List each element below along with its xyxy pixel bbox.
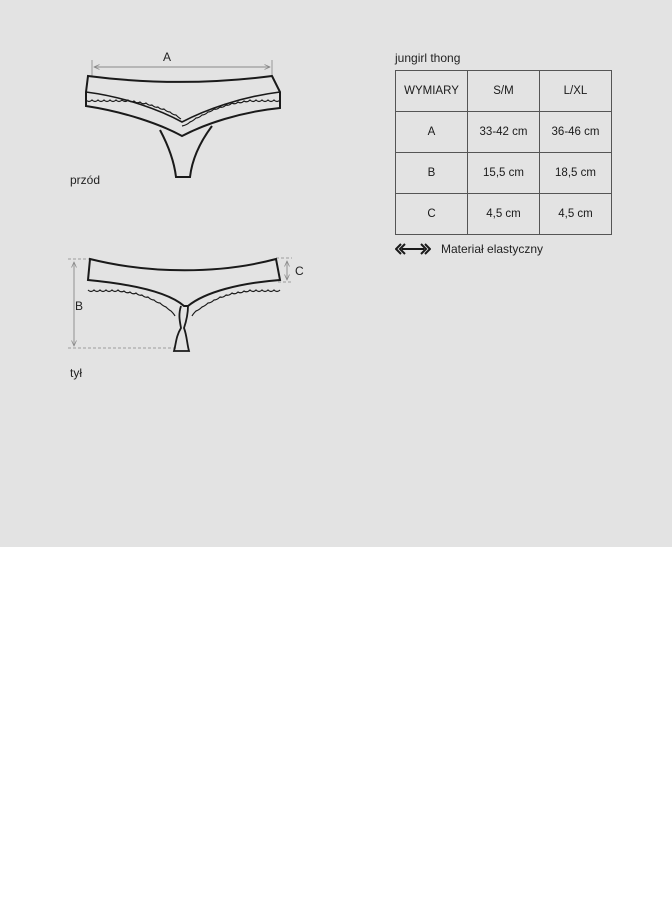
table-cell: 36-46 cm — [540, 112, 612, 153]
table-row — [396, 112, 612, 153]
legend-label: Materiał elastyczny — [441, 242, 544, 256]
table-cell: 18,5 cm — [540, 153, 612, 194]
legend — [395, 242, 543, 256]
table-cell: 15,5 cm — [468, 153, 540, 194]
table-header-cell: L/XL — [540, 71, 612, 112]
table-header-cell: WYMIARY — [396, 71, 468, 112]
back-view-drawing — [68, 258, 292, 351]
table-cell: C — [396, 194, 468, 235]
table-cell: 4,5 cm — [468, 194, 540, 235]
dimension-c-label: C — [295, 264, 304, 278]
back-view-label: tył — [70, 366, 82, 380]
dimension-a-label: A — [163, 50, 172, 64]
size-table — [395, 70, 612, 235]
front-view-drawing — [86, 60, 280, 177]
table-cell: 4,5 cm — [540, 194, 612, 235]
table-header-cell: S/M — [468, 71, 540, 112]
elastic-arrows-icon — [395, 242, 431, 256]
table-row — [396, 153, 612, 194]
table-cell: A — [396, 112, 468, 153]
table-row — [396, 194, 612, 235]
table-header-row — [396, 71, 612, 112]
table-cell: B — [396, 153, 468, 194]
product-name: jungirl thong — [395, 51, 461, 65]
table-cell: 33-42 cm — [468, 112, 540, 153]
dimension-b-label: B — [75, 299, 84, 313]
front-view-label: przód — [70, 173, 101, 187]
